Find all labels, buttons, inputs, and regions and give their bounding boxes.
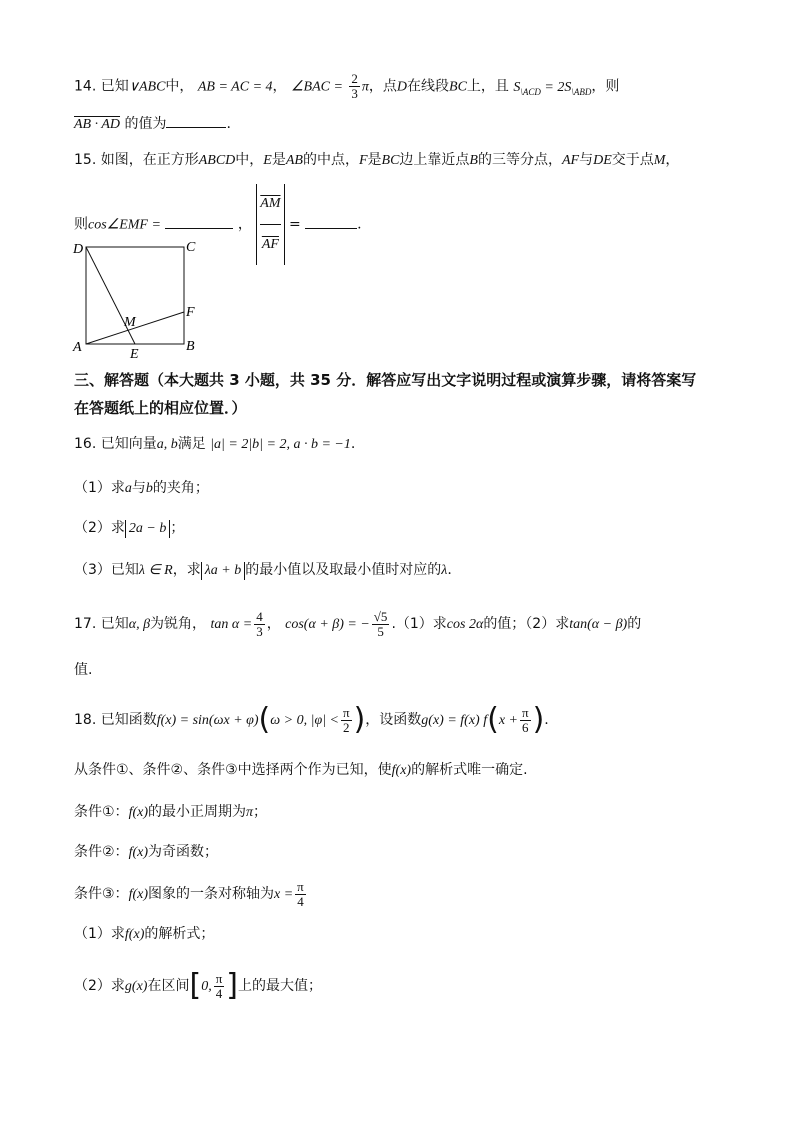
label-c: C	[186, 240, 196, 255]
q14-number: 14.	[74, 78, 97, 95]
triangle-symbol: ∨ABC	[128, 79, 166, 95]
q14-equation: AB = AC = 4	[197, 79, 273, 95]
q18-condition2: 条件②：f(x)为奇函数；	[74, 844, 218, 860]
label-f: F	[186, 305, 195, 320]
section-title-line2: 在答题纸上的相应位置．）	[74, 399, 247, 417]
q16-line: 16. 已知向量a, b满足 |a| = 2|b| = 2, a · b = −1.	[74, 436, 356, 452]
q15-line1: 15. 如图，在正方形ABCD中，E是AB的中点，F是BC边上靠近点B的三等分点，AF与DE交于点M，	[74, 152, 680, 168]
fraction-pi-2: $\frac{\pi}{2}$	[343, 704, 350, 735]
answer-blank-ratio[interactable]	[305, 216, 357, 229]
label-d: D	[73, 242, 84, 257]
q16-number: 16.	[74, 436, 97, 452]
q18-condition3: 条件③：f(x)图象的一条对称轴为x = $\frac{\pi}{4}$	[74, 878, 304, 909]
q14-line2: AB · AD 的值为 .	[74, 116, 231, 132]
q18-instruction: 从条件①、条件②、条件③中选择两个作为已知，使f(x)的解析式唯一确定.	[74, 762, 528, 778]
q17-line1: 17. 已知α, β为锐角， tan α = $\frac{4}{3}$ ， cos(α + β) = − $\frac{√5}{5}$ .（1）求cos 2α的值；（2）求tan(α − β)的	[74, 608, 642, 639]
dot-product-expression: AB · AD	[74, 117, 121, 132]
fraction-pi-4-interval: $\frac{\pi}{4}$	[215, 970, 223, 1001]
q14-line1: 14. 已知∨ABC中， AB = AC = 4， ∠BAC = $\frac{2}{3}$ π，点D在线段BC上，且 $S_{\backslash ACD} = 2S_{\backslash ABD}$，则	[74, 71, 620, 101]
answer-blank[interactable]	[166, 115, 226, 128]
area-expression: $S_{\backslash ACD} = 2S_{\backslash ABD}$	[513, 79, 592, 97]
q17-number: 17.	[74, 616, 97, 632]
fraction-pi-4: $\frac{\pi}{4}$	[297, 878, 304, 909]
abs-lambda-a-plus-b: λa + b	[201, 562, 246, 580]
fraction-2-3: $\frac{2}{3}$	[351, 71, 358, 101]
fraction-pi-6: $\frac{\pi}{6}$	[522, 704, 529, 735]
label-a: A	[73, 340, 82, 355]
label-m: M	[124, 315, 136, 330]
q15-number: 15.	[74, 152, 97, 168]
square-figure	[70, 236, 210, 360]
section-title-line1: 三、解答题（本大题共 3 小题，共 35 分．解答应写出文字说明过程或演算步骤，请将答案写	[74, 371, 697, 389]
q18-subquestion1: （1）求f(x)的解析式；	[74, 926, 215, 942]
q18-subquestion2: （2）求g(x)在区间[0, $\frac{\pi}{4}$ ]上的最大值；	[74, 968, 322, 1003]
q15-line2: 则cos∠EMF = ， $\frac{\overline{AM}}{AF}$ = .	[74, 184, 362, 265]
q18-line1: 18. 已知函数f(x) = sin(ωx + φ)(ω > 0, |φ| < $\frac{\pi}{2}$ )，设函数g(x) = f(x) f(x + $\frac{\pi}{6}$ ).	[74, 702, 549, 737]
answer-blank-cos[interactable]	[165, 216, 233, 229]
abs-2a-minus-b: 2a − b	[125, 520, 170, 538]
q16-part2: （2）求 2a − b ；	[74, 520, 185, 536]
label-b: B	[186, 339, 195, 354]
q16-part3: （3）已知λ ∈ R，求 λa + b 的最小值以及取最小值时对应的λ.	[74, 562, 452, 578]
ratio-am-af: $\frac{\overline{AM}}{AF}$	[256, 184, 284, 265]
label-e: E	[130, 347, 139, 360]
q16-part1: （1）求a与b的夹角；	[74, 480, 209, 496]
q18-number: 18.	[74, 712, 97, 728]
fraction-4-3: $\frac{4}{3}$	[256, 608, 263, 639]
q17-line2: 值.	[74, 662, 93, 678]
q18-condition1: 条件①：f(x)的最小正周期为π；	[74, 804, 268, 820]
fraction-sqrt5-5: $\frac{√5}{5}$	[373, 608, 388, 639]
q16-condition: |a| = 2|b| = 2, a · b = −1	[210, 437, 351, 452]
